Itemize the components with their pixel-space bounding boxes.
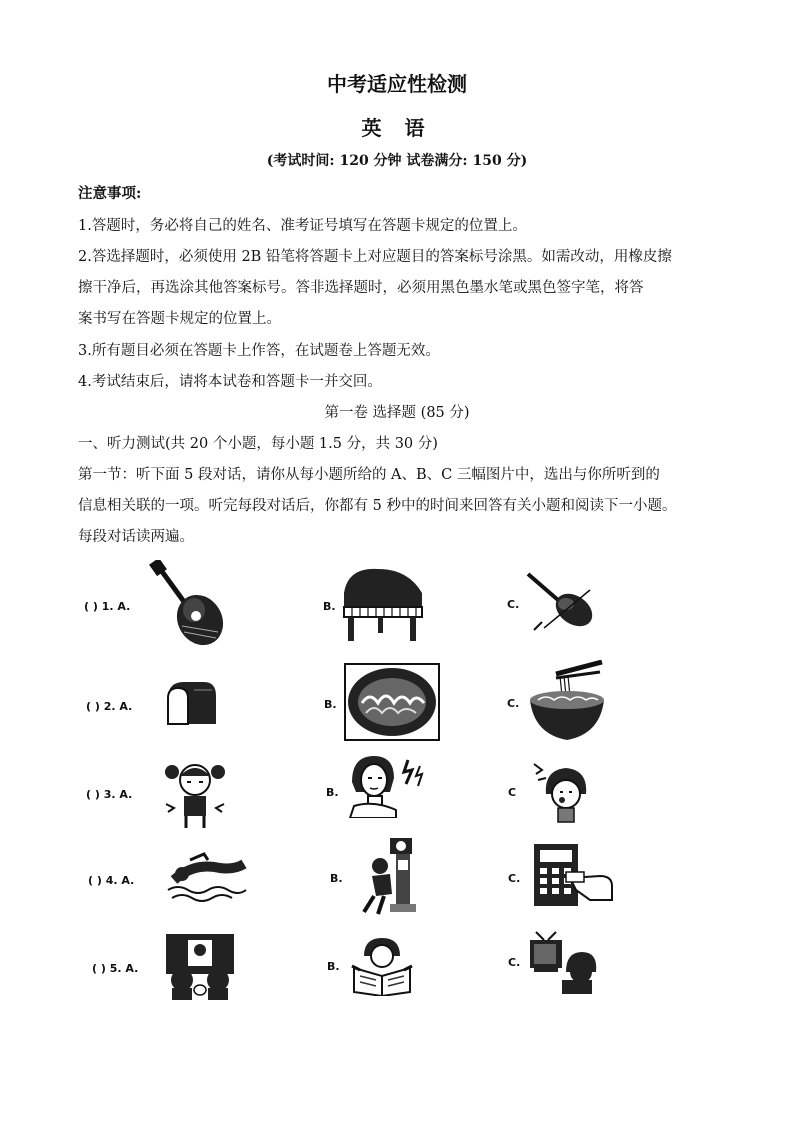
notes-heading: 注意事项: bbox=[78, 185, 142, 202]
note-line-2b: 擦干净后，再选涂其他答案标号。答非选择题时，必须用黑色墨水笔或黑色签字笔，将答 bbox=[78, 280, 644, 296]
section-instruction-1: 第一节：听下面 5 段对话，请你从每小题所给的 A、B、C 三幅图片中，选出与你所听到的 bbox=[78, 467, 660, 483]
question-1-option-b: B. bbox=[323, 600, 336, 613]
note-line-1: 1.答题时，务必将自己的姓名、准考证号填写在答题卡规定的位置上。 bbox=[78, 218, 527, 234]
stomachache-girl-icon bbox=[160, 760, 230, 830]
section-instruction-2: 信息相关联的一项。听完每段对话后，你都有 5 秒中的时间来回答有关小题和阅读下一小题。 bbox=[78, 498, 677, 514]
note-line-2c: 案书写在答题卡规定的位置上。 bbox=[78, 311, 281, 327]
question-3-option-c: C bbox=[508, 786, 517, 799]
section-heading: 一、听力测试(共 20 个小题，每小题 1.5 分，共 30 分) bbox=[78, 436, 438, 452]
question-3-label: ( ) 3. A. bbox=[86, 788, 133, 801]
subject-title: 英 语 bbox=[361, 116, 433, 140]
bread-icon bbox=[164, 676, 220, 732]
watching-tv-kids-icon bbox=[164, 932, 236, 1000]
violin-icon bbox=[524, 568, 602, 634]
part-title: 第一卷 选择题 (85 分) bbox=[324, 405, 470, 421]
question-2-option-c: C. bbox=[507, 697, 520, 710]
dumplings-plate-icon bbox=[344, 663, 440, 741]
tv-set-child-icon bbox=[526, 930, 600, 996]
question-4-option-c: C. bbox=[508, 872, 521, 885]
note-line-2a: 2.答选择题时，必须使用 2B 铅笔将答题卡上对应题目的答案标号涂黑。如需改动，用橡皮擦 bbox=[78, 249, 672, 265]
noodles-bowl-icon bbox=[526, 660, 608, 744]
reading-book-icon bbox=[350, 936, 414, 996]
piano-icon bbox=[338, 563, 428, 643]
swimming-icon bbox=[164, 850, 248, 904]
question-5-option-c: C. bbox=[508, 956, 521, 969]
question-3-option-b: B. bbox=[326, 786, 339, 799]
guitar-icon bbox=[148, 560, 232, 650]
section-instruction-3: 每段对话读两遍。 bbox=[78, 529, 194, 545]
question-1-option-c: C. bbox=[507, 598, 520, 611]
paying-by-card-icon bbox=[530, 842, 616, 910]
note-line-3: 3.所有题目必须在答题卡上作答，在试题卷上答题无效。 bbox=[78, 343, 440, 359]
question-4-label: ( ) 4. A. bbox=[88, 874, 135, 887]
exam-title: 中考适应性检测 bbox=[327, 72, 467, 96]
note-line-4: 4.考试结束后，请将本试卷和答题卡一并交回。 bbox=[78, 374, 382, 390]
headache-boy-icon bbox=[532, 758, 596, 824]
question-1-label: ( ) 1. A. bbox=[84, 600, 131, 613]
question-4-option-b: B. bbox=[330, 872, 343, 885]
question-5-label: ( ) 5. A. bbox=[92, 962, 139, 975]
exam-info: (考试时间: 120 分钟 试卷满分: 150 分) bbox=[266, 153, 528, 169]
question-2-label: ( ) 2. A. bbox=[86, 700, 133, 713]
question-2-option-b: B. bbox=[324, 698, 337, 711]
taking-photo-icon bbox=[360, 836, 420, 916]
sore-throat-woman-icon bbox=[346, 752, 428, 818]
question-5-option-b: B. bbox=[327, 960, 340, 973]
